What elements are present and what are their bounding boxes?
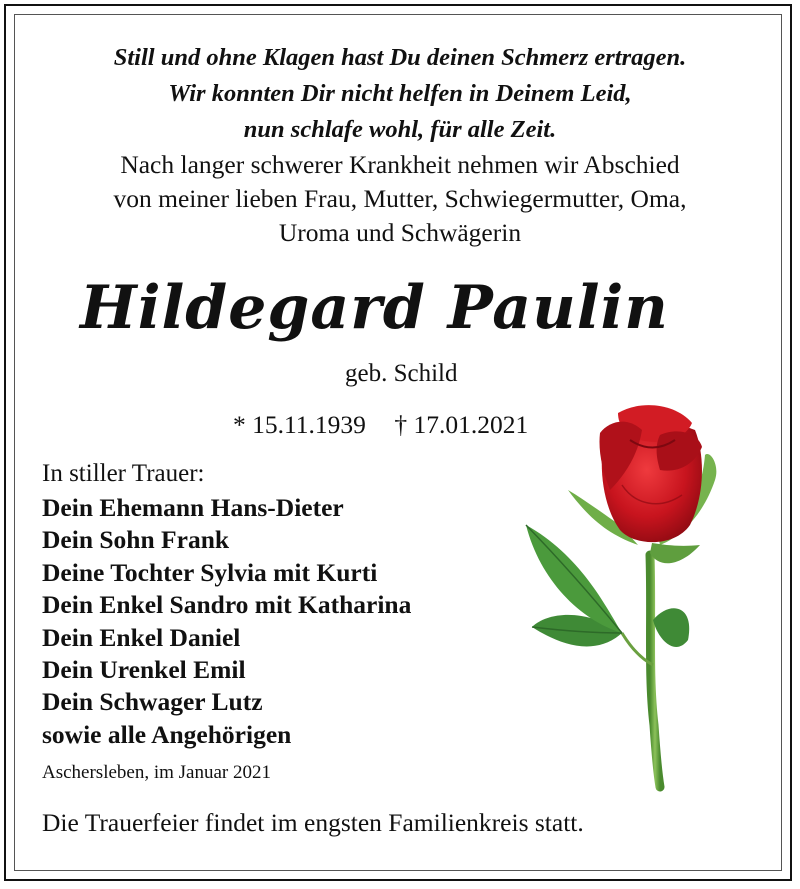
- deceased-name: Hildegard Paulin: [80, 273, 669, 343]
- mourner-item: Dein Schwager Lutz: [42, 687, 263, 717]
- poem-line-1: Still und ohne Klagen hast Du deinen Schmerz ertragen.: [113, 44, 687, 71]
- mourner-item: Dein Enkel Sandro mit Katharina: [42, 590, 412, 620]
- maiden-name: geb. Schild: [345, 360, 458, 387]
- red-rose-icon: [510, 395, 740, 795]
- mourner-item: sowie alle Angehörigen: [42, 719, 292, 749]
- rose-leaf: [653, 608, 689, 647]
- mourner-item: Deine Tochter Sylvia mit Kurti: [42, 557, 378, 587]
- mourner-item: Dein Ehemann Hans-Dieter: [42, 493, 344, 522]
- mourner-item: Dein Sohn Frank: [42, 525, 230, 555]
- death-date: † 17.01.2021: [394, 410, 529, 439]
- farewell-intro: [0, 148, 800, 250]
- poem: [0, 40, 800, 148]
- mourner-item: Dein Urenkel Emil: [42, 655, 246, 685]
- life-dates: [233, 410, 528, 440]
- intro-line-2: von meiner lieben Frau, Mutter, Schwiegermutter, Oma,: [113, 184, 687, 213]
- intro-line-3: Uroma und Schwägerin: [278, 218, 522, 247]
- place-date: Aschersleben, im Januar 2021: [42, 762, 271, 783]
- intro-line-1: Nach langer schwerer Krankheit nehmen wir Abschied: [120, 150, 680, 179]
- mourner-item: Dein Enkel Daniel: [42, 622, 241, 652]
- rose-stem: [650, 555, 660, 787]
- mourners-label: In stiller Trauer:: [42, 460, 205, 487]
- poem-line-2: Wir konnten Dir nicht helfen in Deinem Leid,: [168, 80, 632, 107]
- mourners-list: [42, 492, 411, 751]
- poem-line-3: nun schlafe wohl, für alle Zeit.: [243, 116, 557, 143]
- rose-sepal: [650, 543, 700, 563]
- funeral-note: Die Trauerfeier findet im engsten Familienkreis statt.: [42, 808, 584, 837]
- birth-date: * 15.11.1939: [233, 410, 366, 439]
